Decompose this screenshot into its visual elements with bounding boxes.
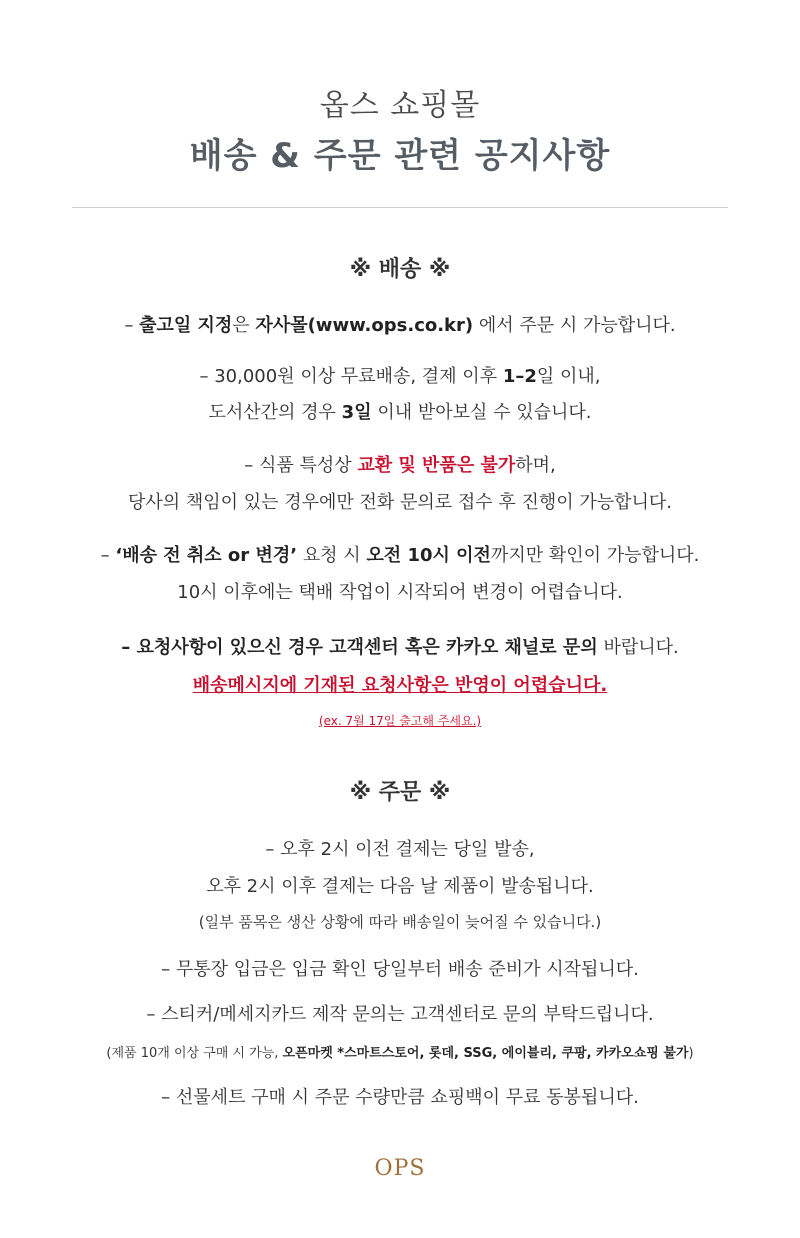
shipping-line-1	[0, 311, 800, 337]
shipping-line-9	[0, 671, 800, 697]
highlight-text: 교환 및 반품은 불가	[357, 455, 516, 476]
order-line-7: – 선물세트 구매 시 주문 수량만큼 쇼핑백이 무료 동봉됩니다.	[161, 1087, 639, 1108]
order-line-5: – 스티커/메세지카드 제작 문의는 고객센터로 문의 부탁드립니다.	[146, 1004, 654, 1025]
shipping-line-2	[0, 362, 800, 388]
order-line-4: – 무통장 입금은 입금 확인 당일부터 배송 준비가 시작됩니다.	[161, 959, 639, 980]
text: – 30,000원 이상 무료배송, 결제 이후	[199, 366, 503, 387]
bold-text: – 요청사항이 있으신 경우 고객센터 혹은 카카오 채널로 문의	[121, 637, 598, 658]
bold-text: 자사몰(www.ops.co.kr)	[255, 315, 474, 336]
text: 하며,	[515, 455, 556, 476]
text: )	[688, 1046, 694, 1061]
ops-logo: OPS	[374, 1156, 426, 1181]
text: 에서 주문 시 가능합니다.	[473, 315, 676, 336]
text: – 식품 특성상	[244, 455, 358, 476]
divider	[72, 207, 728, 208]
shipping-line-5: 당사의 책임이 있는 경우에만 전화 문의로 접수 후 진행이 가능합니다.	[127, 492, 673, 513]
page-title: 배송 & 주문 관련 공지사항	[189, 136, 611, 176]
bold-text: 출고일 지정	[139, 315, 233, 336]
text: 요청 시	[297, 545, 367, 566]
bold-text: 오전 10시 이전	[366, 545, 491, 566]
shipping-line-6	[0, 541, 800, 567]
text: –	[124, 315, 140, 336]
text: 바랍니다.	[597, 637, 679, 658]
bold-text: 오픈마켓 *스마트스토어, 롯데, SSG, 에이블리, 쿠팡, 카카오쇼핑 불가	[282, 1046, 689, 1061]
text: 도서산간의 경우	[208, 402, 342, 423]
shipping-example: (ex. 7월 17일 출고해 주세요.)	[318, 714, 482, 728]
order-line-6	[0, 1042, 800, 1061]
shipping-line-3	[0, 398, 800, 424]
text: –	[100, 545, 116, 566]
warning-text: 배송메시지에 기재된 요청사항은 반영이 어렵습니다.	[192, 675, 608, 696]
text: 이내 받아보실 수 있습니다.	[371, 402, 592, 423]
text: 까지만 확인이 가능합니다.	[490, 545, 700, 566]
text: 은	[232, 315, 256, 336]
shipping-line-4	[0, 451, 800, 477]
bold-text: ‘배송 전 취소 or 변경’	[115, 545, 298, 566]
bold-text: 1–2	[502, 366, 537, 387]
order-line-3: (일부 품목은 생산 상황에 따라 배송일이 늦어질 수 있습니다.)	[198, 913, 602, 931]
text: (제품 10개 이상 구매 시 가능,	[106, 1046, 283, 1061]
shipping-heading: ※ 배송 ※	[349, 257, 451, 282]
shipping-line-7: 10시 이후에는 택배 작업이 시작되어 변경이 어렵습니다.	[177, 582, 623, 603]
page-subtitle: 옵스 쇼핑몰	[319, 88, 481, 123]
shipping-line-8	[0, 633, 800, 659]
order-heading: ※ 주문 ※	[349, 780, 451, 805]
bold-text: 3일	[341, 402, 372, 423]
order-line-2: 오후 2시 이후 결제는 다음 날 제품이 발송됩니다.	[206, 876, 594, 897]
order-line-1: – 오후 2시 이전 결제는 당일 발송,	[265, 839, 535, 860]
text: 일 이내,	[536, 366, 601, 387]
